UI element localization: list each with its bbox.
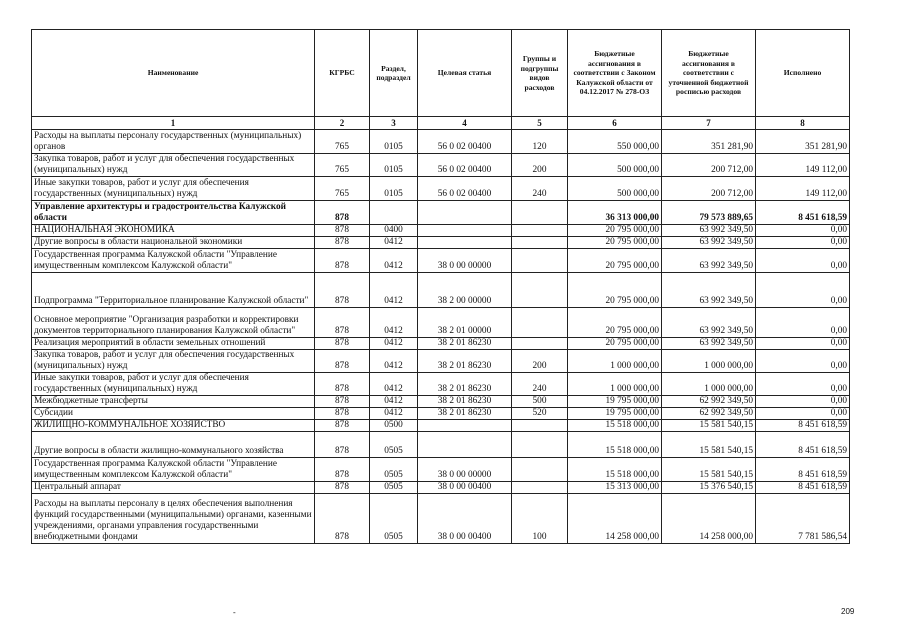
col-number: 1 xyxy=(32,117,315,130)
page-number: 209 xyxy=(841,607,855,616)
cell-budget-refined: 15 581 540,15 xyxy=(662,458,756,482)
table-row xyxy=(32,273,850,308)
table-row xyxy=(32,432,850,458)
col-number: 7 xyxy=(662,117,756,130)
cell-name: Расходы на выплаты персоналу государственных (муниципальных) органов xyxy=(32,130,315,154)
cell-target: 38 0 00 00400 xyxy=(418,494,512,544)
cell-budget-refined: 62 992 349,50 xyxy=(662,408,756,420)
cell-budget-law: 20 795 000,00 xyxy=(568,273,662,308)
cell-section: 0105 xyxy=(370,154,418,177)
cell-group xyxy=(512,458,568,482)
cell-group xyxy=(512,273,568,308)
cell-group: 500 xyxy=(512,396,568,408)
col-number: 5 xyxy=(512,117,568,130)
cell-budget-refined: 200 712,00 xyxy=(662,177,756,201)
cell-budget-law: 19 795 000,00 xyxy=(568,408,662,420)
cell-budget-refined: 1 000 000,00 xyxy=(662,373,756,396)
cell-kgrbs: 878 xyxy=(315,225,370,237)
cell-budget-law: 20 795 000,00 xyxy=(568,225,662,237)
cell-executed: 8 451 618,59 xyxy=(756,458,850,482)
cell-group xyxy=(512,249,568,273)
cell-budget-law: 20 795 000,00 xyxy=(568,237,662,249)
cell-executed: 0,00 xyxy=(756,408,850,420)
cell-name: Реализация мероприятий в области земельных отношений xyxy=(32,338,315,350)
cell-section: 0400 xyxy=(370,225,418,237)
cell-name: Расходы на выплаты персоналу в целях обеспечения выполнения функций государственными (муниципальными) органами, казенными учреждениями, органами управления государственными внебюджетными фондами xyxy=(32,494,315,544)
cell-target xyxy=(418,201,512,225)
cell-executed: 8 451 618,59 xyxy=(756,432,850,458)
cell-section: 0412 xyxy=(370,249,418,273)
col-number: 8 xyxy=(756,117,850,130)
cell-budget-law: 500 000,00 xyxy=(568,154,662,177)
table-body xyxy=(32,130,850,544)
table-row xyxy=(32,177,850,201)
cell-group xyxy=(512,225,568,237)
cell-budget-law: 15 518 000,00 xyxy=(568,432,662,458)
cell-section: 0412 xyxy=(370,273,418,308)
cell-budget-law: 20 795 000,00 xyxy=(568,249,662,273)
cell-kgrbs: 878 xyxy=(315,458,370,482)
cell-name: Государственная программа Калужской области "Управление имущественным комплексом Калужской области" xyxy=(32,249,315,273)
table-row xyxy=(32,225,850,237)
cell-budget-law: 19 795 000,00 xyxy=(568,396,662,408)
cell-executed: 8 451 618,59 xyxy=(756,420,850,432)
cell-budget-refined: 63 992 349,50 xyxy=(662,237,756,249)
cell-executed: 0,00 xyxy=(756,237,850,249)
cell-section: 0412 xyxy=(370,373,418,396)
cell-name: Иные закупки товаров, работ и услуг для обеспечения государственных (муниципальных) нужд xyxy=(32,373,315,396)
cell-target: 38 2 00 00000 xyxy=(418,273,512,308)
cell-name: Центральный аппарат xyxy=(32,482,315,494)
cell-name: НАЦИОНАЛЬНАЯ ЭКОНОМИКА xyxy=(32,225,315,237)
cell-budget-law: 36 313 000,00 xyxy=(568,201,662,225)
cell-executed: 149 112,00 xyxy=(756,177,850,201)
cell-name: Иные закупки товаров, работ и услуг для обеспечения государственных (муниципальных) нужд xyxy=(32,177,315,201)
cell-budget-refined: 63 992 349,50 xyxy=(662,273,756,308)
cell-name: Государственная программа Калужской области "Управление имущественным комплексом Калужской области" xyxy=(32,458,315,482)
cell-group xyxy=(512,338,568,350)
cell-target xyxy=(418,432,512,458)
cell-budget-law: 15 518 000,00 xyxy=(568,420,662,432)
cell-name: Другие вопросы в области национальной экономики xyxy=(32,237,315,249)
cell-kgrbs: 765 xyxy=(315,130,370,154)
cell-kgrbs: 878 xyxy=(315,432,370,458)
cell-budget-refined: 15 581 540,15 xyxy=(662,432,756,458)
cell-group: 520 xyxy=(512,408,568,420)
cell-target xyxy=(418,420,512,432)
table-row xyxy=(32,482,850,494)
cell-kgrbs: 878 xyxy=(315,420,370,432)
cell-executed: 0,00 xyxy=(756,225,850,237)
table-row xyxy=(32,458,850,482)
cell-kgrbs: 878 xyxy=(315,273,370,308)
cell-group xyxy=(512,420,568,432)
cell-kgrbs: 878 xyxy=(315,249,370,273)
cell-executed: 8 451 618,59 xyxy=(756,482,850,494)
cell-group: 240 xyxy=(512,373,568,396)
cell-executed: 0,00 xyxy=(756,273,850,308)
cell-section: 0412 xyxy=(370,408,418,420)
cell-group xyxy=(512,201,568,225)
cell-kgrbs: 878 xyxy=(315,396,370,408)
cell-name: Другие вопросы в области жилищно-коммунального хозяйства xyxy=(32,432,315,458)
cell-name: Закупка товаров, работ и услуг для обеспечения государственных (муниципальных) нужд xyxy=(32,154,315,177)
cell-section: 0412 xyxy=(370,308,418,338)
header-row xyxy=(32,30,850,117)
table-row xyxy=(32,249,850,273)
cell-name: Субсидии xyxy=(32,408,315,420)
header-budget-refined: Бюджетные ассигнования в соответствии с уточненной бюджетной росписью расходов xyxy=(662,30,756,117)
cell-kgrbs: 878 xyxy=(315,201,370,225)
cell-budget-law: 1 000 000,00 xyxy=(568,373,662,396)
cell-section: 0412 xyxy=(370,396,418,408)
cell-target: 38 0 00 00000 xyxy=(418,249,512,273)
header-section: Раздел, подраздел xyxy=(370,30,418,117)
cell-target: 38 2 01 86230 xyxy=(418,396,512,408)
cell-target: 38 2 01 86230 xyxy=(418,338,512,350)
header-executed: Исполнено xyxy=(756,30,850,117)
header-kgrbs: КГРБС xyxy=(315,30,370,117)
cell-budget-refined: 63 992 349,50 xyxy=(662,308,756,338)
cell-kgrbs: 878 xyxy=(315,482,370,494)
cell-group xyxy=(512,308,568,338)
column-number-row xyxy=(32,117,850,130)
table-row xyxy=(32,494,850,544)
cell-executed: 0,00 xyxy=(756,396,850,408)
cell-executed: 149 112,00 xyxy=(756,154,850,177)
col-number: 4 xyxy=(418,117,512,130)
cell-budget-law: 15 518 000,00 xyxy=(568,458,662,482)
table-row xyxy=(32,420,850,432)
cell-kgrbs: 765 xyxy=(315,154,370,177)
table-row xyxy=(32,396,850,408)
col-number: 2 xyxy=(315,117,370,130)
cell-kgrbs: 878 xyxy=(315,408,370,420)
header-target: Целевая статья xyxy=(418,30,512,117)
cell-target: 38 2 01 00000 xyxy=(418,308,512,338)
cell-target: 56 0 02 00400 xyxy=(418,130,512,154)
cell-kgrbs: 878 xyxy=(315,237,370,249)
cell-name: Межбюджетные трансферты xyxy=(32,396,315,408)
cell-budget-refined: 63 992 349,50 xyxy=(662,249,756,273)
cell-budget-refined: 79 573 889,65 xyxy=(662,201,756,225)
cell-target: 38 0 00 00000 xyxy=(418,458,512,482)
table-row xyxy=(32,408,850,420)
cell-section: 0505 xyxy=(370,432,418,458)
cell-budget-refined: 15 376 540,15 xyxy=(662,482,756,494)
cell-budget-law: 500 000,00 xyxy=(568,177,662,201)
table-row xyxy=(32,237,850,249)
cell-section: 0412 xyxy=(370,237,418,249)
header-groups: Группы и подгруппы видов расходов xyxy=(512,30,568,117)
cell-group: 100 xyxy=(512,494,568,544)
cell-budget-refined: 14 258 000,00 xyxy=(662,494,756,544)
cell-section: 0412 xyxy=(370,350,418,373)
cell-section: 0412 xyxy=(370,338,418,350)
cell-kgrbs: 878 xyxy=(315,373,370,396)
header-name: Наименование xyxy=(32,30,315,117)
cell-executed: 0,00 xyxy=(756,308,850,338)
cell-kgrbs: 878 xyxy=(315,338,370,350)
cell-name: Управление архитектуры и градостроительства Калужской области xyxy=(32,201,315,225)
cell-executed: 7 781 586,54 xyxy=(756,494,850,544)
table-row xyxy=(32,338,850,350)
cell-group: 200 xyxy=(512,350,568,373)
cell-budget-law: 1 000 000,00 xyxy=(568,350,662,373)
cell-target xyxy=(418,237,512,249)
cell-target: 38 2 01 86230 xyxy=(418,373,512,396)
cell-target: 56 0 02 00400 xyxy=(418,154,512,177)
cell-section xyxy=(370,201,418,225)
cell-group: 240 xyxy=(512,177,568,201)
cell-executed: 0,00 xyxy=(756,249,850,273)
cell-group xyxy=(512,432,568,458)
table-row xyxy=(32,373,850,396)
cell-budget-law: 20 795 000,00 xyxy=(568,308,662,338)
cell-budget-law: 20 795 000,00 xyxy=(568,338,662,350)
cell-group: 200 xyxy=(512,154,568,177)
cell-budget-refined: 63 992 349,50 xyxy=(662,225,756,237)
cell-name: Основное мероприятие "Организация разработки и корректировки документов территориального планирования Калужской области" xyxy=(32,308,315,338)
cell-budget-refined: 351 281,90 xyxy=(662,130,756,154)
cell-target: 56 0 02 00400 xyxy=(418,177,512,201)
budget-table xyxy=(31,29,850,544)
stray-mark: - xyxy=(233,608,236,617)
cell-section: 0500 xyxy=(370,420,418,432)
cell-group xyxy=(512,482,568,494)
cell-kgrbs: 878 xyxy=(315,350,370,373)
cell-budget-refined: 1 000 000,00 xyxy=(662,350,756,373)
cell-name: Закупка товаров, работ и услуг для обеспечения государственных (муниципальных) нужд xyxy=(32,350,315,373)
cell-executed: 0,00 xyxy=(756,373,850,396)
cell-executed: 0,00 xyxy=(756,338,850,350)
table-row xyxy=(32,201,850,225)
cell-budget-refined: 200 712,00 xyxy=(662,154,756,177)
table-row xyxy=(32,154,850,177)
table-row xyxy=(32,308,850,338)
cell-section: 0505 xyxy=(370,458,418,482)
cell-group: 120 xyxy=(512,130,568,154)
cell-kgrbs: 878 xyxy=(315,308,370,338)
cell-budget-refined: 15 581 540,15 xyxy=(662,420,756,432)
cell-section: 0505 xyxy=(370,494,418,544)
cell-name: Подпрограмма "Территориальное планирование Калужской области" xyxy=(32,273,315,308)
cell-section: 0105 xyxy=(370,177,418,201)
cell-kgrbs: 765 xyxy=(315,177,370,201)
cell-budget-law: 15 313 000,00 xyxy=(568,482,662,494)
cell-budget-law: 550 000,00 xyxy=(568,130,662,154)
cell-name: ЖИЛИЩНО-КОММУНАЛЬНОЕ ХОЗЯЙСТВО xyxy=(32,420,315,432)
cell-target: 38 2 01 86230 xyxy=(418,408,512,420)
cell-budget-refined: 63 992 349,50 xyxy=(662,338,756,350)
table-row xyxy=(32,350,850,373)
cell-target: 38 0 00 00400 xyxy=(418,482,512,494)
cell-kgrbs: 878 xyxy=(315,494,370,544)
table-row xyxy=(32,130,850,154)
cell-executed: 351 281,90 xyxy=(756,130,850,154)
cell-section: 0505 xyxy=(370,482,418,494)
cell-executed: 0,00 xyxy=(756,350,850,373)
cell-target: 38 2 01 86230 xyxy=(418,350,512,373)
cell-target xyxy=(418,225,512,237)
cell-budget-law: 14 258 000,00 xyxy=(568,494,662,544)
cell-executed: 8 451 618,59 xyxy=(756,201,850,225)
cell-budget-refined: 62 992 349,50 xyxy=(662,396,756,408)
col-number: 3 xyxy=(370,117,418,130)
header-budget-law: Бюджетные ассигнования в соответствии с Законом Калужской области от 04.12.2017 № 278-ОЗ xyxy=(568,30,662,117)
cell-group xyxy=(512,237,568,249)
cell-section: 0105 xyxy=(370,130,418,154)
col-number: 6 xyxy=(568,117,662,130)
